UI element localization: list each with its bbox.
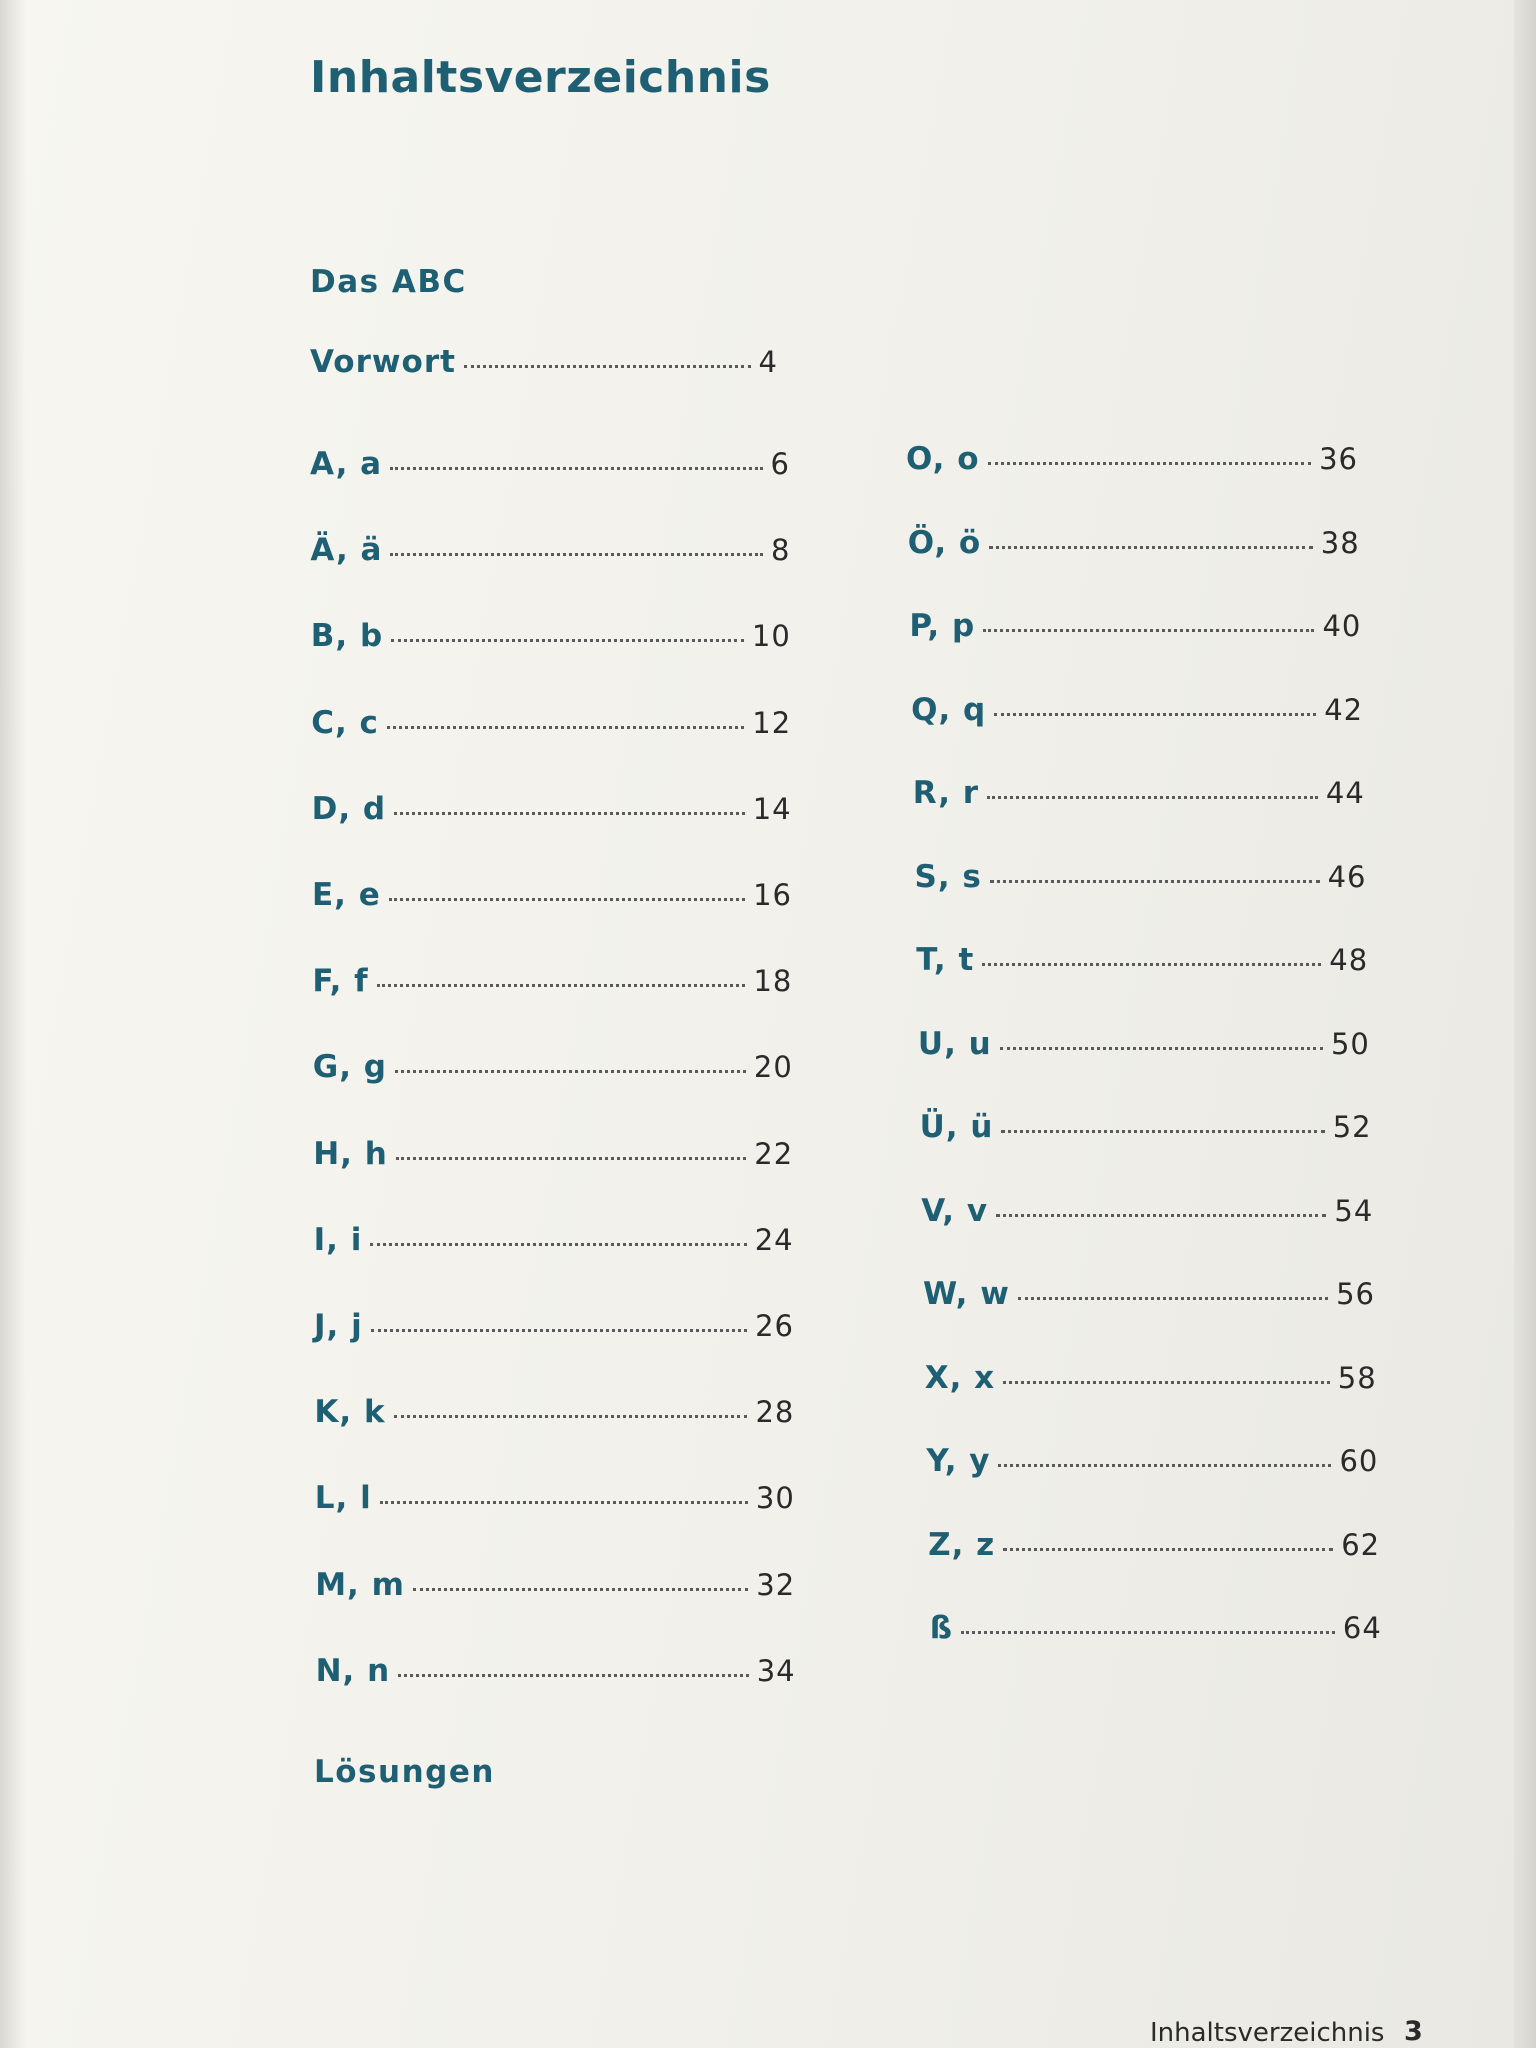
toc-page-number: 36 <box>1319 442 1358 476</box>
dot-leader <box>390 552 762 556</box>
toc-page-number: 34 <box>756 1653 796 1688</box>
dot-leader <box>464 364 751 368</box>
toc-entry[interactable] <box>911 692 1363 732</box>
dot-leader <box>387 725 744 729</box>
dot-leader <box>413 1587 748 1591</box>
toc-entry-label: F, f <box>312 963 369 1000</box>
toc-entry[interactable] <box>930 1610 1382 1650</box>
toc-entry[interactable] <box>313 1136 793 1176</box>
toc-entry-label: X, x <box>924 1359 996 1396</box>
section-heading: Das ABC <box>310 264 467 300</box>
toc-entry[interactable] <box>310 532 790 572</box>
toc-page-number: 56 <box>1336 1277 1375 1311</box>
dot-leader <box>398 1673 749 1677</box>
toc-entry[interactable] <box>906 441 1358 481</box>
toc-entry-label: Ä, ä <box>310 532 383 569</box>
dot-leader <box>1000 1046 1323 1050</box>
toc-entry-label: V, v <box>921 1192 989 1229</box>
toc-page-number: 14 <box>752 791 792 826</box>
toc-page-number: 48 <box>1329 943 1369 977</box>
toc-entry-label: K, k <box>314 1394 386 1431</box>
toc-page-number: 52 <box>1332 1110 1372 1144</box>
toc-page-number: 22 <box>754 1136 794 1171</box>
toc-entry-label: P, p <box>909 608 976 644</box>
dot-leader <box>390 466 762 470</box>
toc-page-number: 30 <box>755 1481 795 1516</box>
toc-entry-label: R, r <box>912 775 980 811</box>
toc-entry[interactable] <box>925 1360 1377 1400</box>
toc-page-number: 20 <box>753 1050 793 1085</box>
solutions-heading: Lösungen <box>314 1754 495 1790</box>
toc-entry-label: ß <box>929 1610 954 1646</box>
toc-entry-label: D, d <box>311 790 387 827</box>
toc-entry-preface[interactable] <box>310 344 778 384</box>
dot-leader <box>996 1213 1326 1217</box>
toc-entry[interactable] <box>921 1193 1373 1233</box>
toc-entry-label: H, h <box>313 1135 388 1172</box>
toc-page-number: 54 <box>1334 1193 1374 1228</box>
dot-leader <box>961 1630 1335 1634</box>
toc-page-number: 42 <box>1324 692 1364 727</box>
toc-page-number: 12 <box>752 705 792 740</box>
toc-entry[interactable] <box>915 859 1367 899</box>
dot-leader <box>990 879 1320 883</box>
toc-entry[interactable] <box>312 791 792 831</box>
dot-leader <box>389 897 745 901</box>
toc-entry[interactable] <box>314 1308 794 1348</box>
toc-entry-label: J, j <box>314 1308 363 1344</box>
toc-entry[interactable] <box>926 1443 1378 1483</box>
dot-leader <box>394 1414 748 1418</box>
toc-page-number: 6 <box>770 447 790 481</box>
dot-leader <box>998 1463 1331 1467</box>
toc-entry-label: N, n <box>315 1652 391 1689</box>
dot-leader <box>1001 1129 1324 1133</box>
toc-page-number: 24 <box>754 1222 794 1257</box>
toc-entry[interactable] <box>909 608 1361 648</box>
toc-page-number: 50 <box>1330 1026 1370 1061</box>
dot-leader <box>394 811 745 815</box>
toc-page-number: 18 <box>753 964 793 999</box>
toc-entry[interactable] <box>313 1049 793 1089</box>
dot-leader <box>395 1069 746 1073</box>
toc-entry-label: O, o <box>906 441 980 477</box>
toc-page-number: 46 <box>1327 859 1367 894</box>
toc-page-number: 8 <box>770 533 791 568</box>
toc-entry[interactable] <box>316 1653 796 1693</box>
toc-page-number: 60 <box>1339 1444 1379 1478</box>
footer-running-title: Inhaltsverzeichnis <box>1150 2018 1385 2048</box>
dot-leader <box>987 795 1318 799</box>
dot-leader <box>982 962 1321 966</box>
dot-leader <box>988 461 1312 465</box>
toc-entry[interactable] <box>312 963 792 1003</box>
toc-entry-label: W, w <box>923 1276 1010 1312</box>
toc-entry-label: U, u <box>917 1025 992 1062</box>
toc-page-number: 4 <box>758 345 778 379</box>
dot-leader <box>391 638 744 642</box>
toc-entry[interactable] <box>315 1567 795 1607</box>
toc-page-number: 16 <box>753 878 792 912</box>
dot-leader <box>994 712 1316 716</box>
toc-entry-label: T, t <box>916 942 975 978</box>
toc-entry-label: I, i <box>313 1221 363 1258</box>
toc-entry[interactable] <box>311 618 791 658</box>
toc-page-number: 40 <box>1322 609 1362 643</box>
dot-leader <box>370 1242 746 1246</box>
adjacent-page-edge <box>1514 0 1536 2048</box>
toc-page-number: 58 <box>1337 1360 1377 1395</box>
toc-entry[interactable] <box>918 1026 1370 1066</box>
dot-leader <box>380 1500 748 1504</box>
toc-entry[interactable] <box>923 1276 1375 1316</box>
toc-entry-label: Ö, ö <box>907 524 982 561</box>
toc-page-number: 10 <box>751 619 791 654</box>
dot-leader <box>396 1156 747 1160</box>
toc-entry-label: Ü, ü <box>919 1109 994 1145</box>
toc-entry[interactable] <box>315 1480 795 1520</box>
toc-entry-label: C, c <box>311 704 379 741</box>
toc-entry[interactable] <box>908 525 1360 565</box>
toc-entry-label: A, a <box>310 446 383 482</box>
toc-entry-label: G, g <box>312 1049 388 1086</box>
toc-entry[interactable] <box>310 446 790 486</box>
toc-entry-label: Z, z <box>928 1526 996 1563</box>
dot-leader <box>1018 1296 1328 1300</box>
toc-entry-label: L, l <box>314 1480 372 1517</box>
toc-entry[interactable] <box>311 705 791 745</box>
toc-entry[interactable] <box>913 775 1365 815</box>
toc-entry-label: B, b <box>310 618 384 655</box>
toc-entry-label: Y, y <box>926 1443 991 1479</box>
toc-page-number: 64 <box>1342 1611 1382 1645</box>
toc-entry-label: S, s <box>914 858 982 895</box>
dot-leader <box>989 545 1313 549</box>
dot-leader <box>983 628 1314 632</box>
toc-entry-label: Q, q <box>911 691 987 728</box>
toc-entry-label: M, m <box>315 1566 405 1603</box>
toc-page-number: 44 <box>1325 776 1365 810</box>
dot-leader <box>1003 1547 1333 1551</box>
toc-entry[interactable] <box>312 877 792 917</box>
dot-leader <box>371 1328 747 1332</box>
toc-entry[interactable] <box>920 1109 1372 1149</box>
toc-page-number: 32 <box>756 1567 796 1602</box>
toc-page-number: 26 <box>755 1309 794 1343</box>
toc-page-number: 38 <box>1320 525 1360 560</box>
page-gutter-shadow <box>0 0 26 2048</box>
toc-entry-label: Vorwort <box>310 344 456 380</box>
toc-entry[interactable] <box>314 1394 794 1434</box>
page-title: Inhaltsverzeichnis <box>310 52 771 103</box>
toc-entry[interactable] <box>314 1222 794 1262</box>
dot-leader <box>1003 1380 1330 1384</box>
toc-entry-label: E, e <box>312 877 381 913</box>
toc-entry[interactable] <box>928 1527 1380 1567</box>
footer-page-number: 3 <box>1404 2016 1423 2047</box>
toc-page-number: 62 <box>1341 1527 1381 1562</box>
toc-entry[interactable] <box>916 942 1368 982</box>
toc-page-number: 28 <box>755 1395 795 1430</box>
dot-leader <box>377 983 746 987</box>
